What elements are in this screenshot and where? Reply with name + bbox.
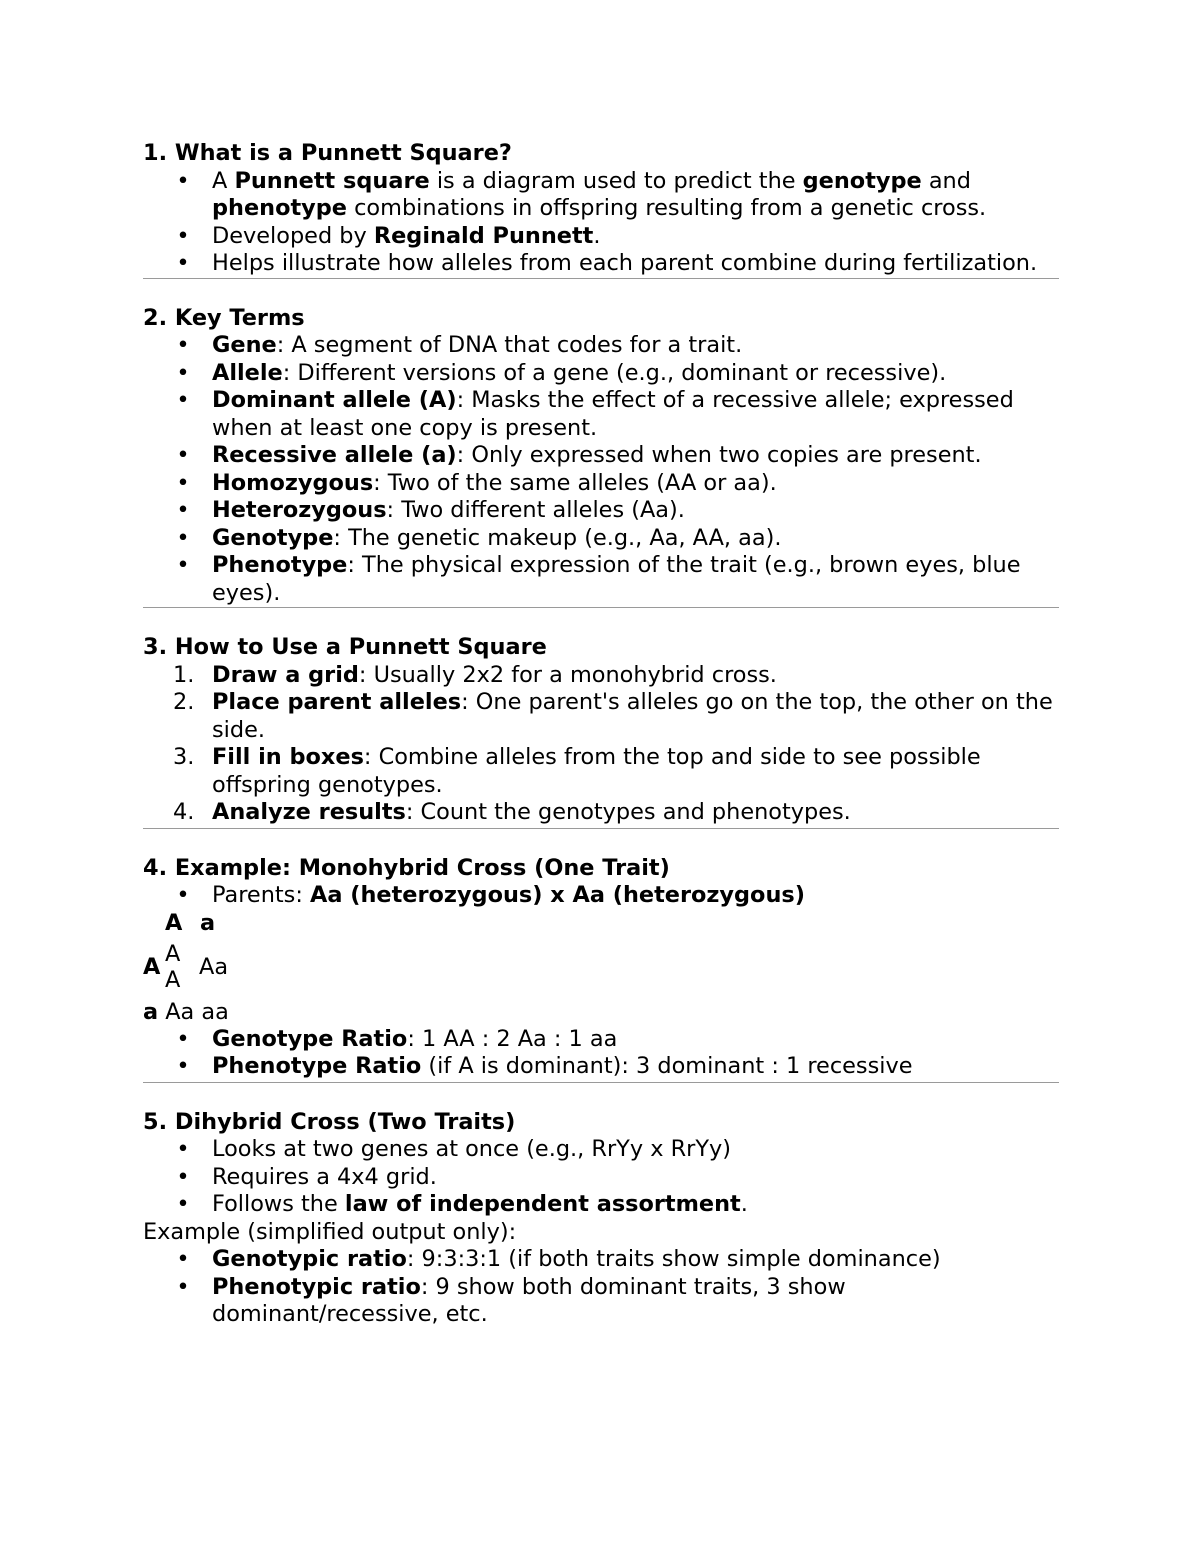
bullet-icon: •: [176, 497, 190, 523]
list-item: • Genotypic ratio: 9:3:3:1 (if both traits show simple dominance): [176, 1246, 941, 1272]
bullet-icon: •: [176, 1025, 190, 1052]
example-label: Example (simplified output only):: [143, 1218, 517, 1245]
bullet-icon: •: [176, 167, 190, 194]
list-item: • Genotype: The genetic makeup (e.g., Aa, AA, aa).: [176, 524, 782, 551]
step-number: 4.: [173, 799, 195, 825]
punnett-cell: A: [165, 940, 181, 967]
list-item: • Helps illustrate how alleles from each parent combine during fertilization.: [176, 250, 1038, 276]
section-5-heading: 5. Dihybrid Cross (Two Traits): [143, 1108, 516, 1135]
bullet-icon: •: [176, 442, 190, 468]
punnett-cell: Aa: [199, 953, 229, 980]
list-item: • Phenotype Ratio (if A is dominant): 3 dominant : 1 recessive: [176, 1053, 913, 1079]
step-number: 1.: [173, 661, 195, 688]
punnett-side-allele: a: [143, 998, 159, 1025]
section-3-heading: 3. How to Use a Punnett Square: [143, 634, 547, 660]
bullet-icon: •: [176, 1163, 190, 1190]
section-divider: [143, 278, 1059, 279]
list-item: • Parents: Aa (heterozygous) x Aa (heterozygous): [176, 882, 805, 908]
punnett-top-allele: A: [165, 909, 183, 936]
step-number: 3.: [173, 744, 195, 770]
bullet-icon: •: [176, 1273, 190, 1300]
step-number: 2.: [173, 689, 195, 715]
dihybrid-ratios-list: [143, 1246, 1059, 1329]
punnett-cell: Aa aa: [165, 998, 229, 1025]
list-item: • Looks at two genes at once (e.g., RrYy x RrYy): [176, 1136, 731, 1162]
section-4-heading: 4. Example: Monohybrid Cross (One Trait): [143, 854, 670, 881]
list-item: • Requires a 4x4 grid.: [176, 1163, 437, 1190]
bullet-icon: •: [176, 387, 190, 413]
key-terms-list: [143, 332, 1059, 607]
steps-list: [143, 662, 1059, 827]
dihybrid-list: [143, 1136, 1059, 1219]
list-item: 1. Draw a grid: Usually 2x2 for a monohybrid cross.: [173, 661, 777, 688]
bullet-icon: •: [176, 882, 190, 908]
list-item: • Allele: Different versions of a gene (e.g., dominant or recessive).: [176, 359, 947, 386]
list-item: • Gene: A segment of DNA that codes for a trait.: [176, 332, 743, 358]
bullet-icon: •: [176, 524, 190, 551]
list-item: 4. Analyze results: Count the genotypes and phenotypes.: [173, 799, 851, 825]
bullet-icon: •: [176, 1136, 190, 1162]
bullet-icon: •: [176, 552, 190, 578]
section-1-list: [143, 168, 1059, 278]
punnett-top-alleles: [143, 910, 1059, 937]
punnett-row: [143, 999, 1059, 1026]
section-divider: [143, 607, 1059, 608]
parents-list: [143, 882, 1059, 910]
bullet-icon: •: [176, 359, 190, 386]
section-divider: [143, 1082, 1059, 1083]
bullet-icon: •: [176, 1053, 190, 1079]
list-item: • Phenotypic ratio: 9 show both dominant traits, 3 show dominant/recessive, etc.: [176, 1273, 846, 1327]
bullet-icon: •: [176, 469, 190, 496]
punnett-side-allele: A: [143, 953, 161, 980]
bullet-icon: •: [176, 1191, 190, 1217]
bullet-icon: •: [176, 250, 190, 276]
list-item: • Follows the law of independent assortment.: [176, 1191, 748, 1217]
bullet-icon: •: [176, 222, 190, 249]
bullet-icon: •: [176, 332, 190, 358]
list-item: • Homozygous: Two of the same alleles (AA or aa).: [176, 469, 777, 496]
list-item: • Developed by Reginald Punnett.: [176, 222, 601, 249]
punnett-cell: A: [165, 966, 181, 993]
list-item: 2. Place parent alleles: One parent's alleles go on the top, the other on the side.: [173, 689, 1053, 743]
list-item: • A Punnett square is a diagram used to predict the genotype and phenotype combinations in offspring resulting from a genetic cross.: [176, 167, 987, 221]
punnett-top-allele: a: [200, 909, 216, 936]
list-item: • Recessive allele (a): Only expressed when two copies are present.: [176, 442, 982, 468]
section-2-heading: 2. Key Terms: [143, 304, 305, 331]
section-1-heading: 1. What is a Punnett Square?: [143, 140, 512, 166]
section-divider: [143, 828, 1059, 829]
list-item: • Genotype Ratio: 1 AA : 2 Aa : 1 aa: [176, 1025, 618, 1052]
document-page: [143, 140, 1059, 1329]
ratios-list: [143, 1026, 1059, 1081]
bullet-icon: •: [176, 1246, 190, 1272]
list-item: • Heterozygous: Two different alleles (Aa).: [176, 497, 685, 523]
list-item: 3. Fill in boxes: Combine alleles from the top and side to see possible offspring genotypes.: [173, 744, 981, 798]
list-item: • Dominant allele (A): Masks the effect of a recessive allele; expressed when at least one copy is present.: [176, 387, 1014, 441]
list-item: • Phenotype: The physical expression of the trait (e.g., brown eyes, blue eyes).: [176, 552, 1021, 606]
punnett-row: [143, 937, 1059, 999]
